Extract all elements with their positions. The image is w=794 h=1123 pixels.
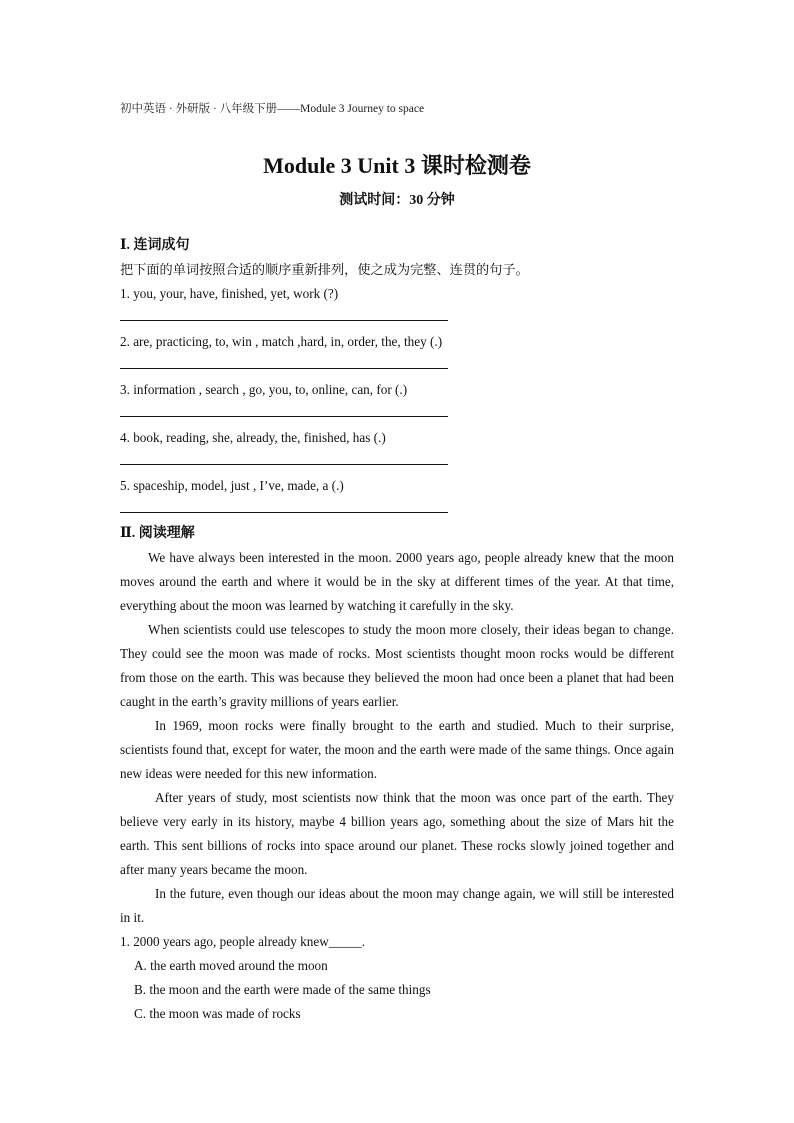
reading-paragraph-3: In 1969, moon rocks were finally brought to the earth and studied. Much to their surprise, scientists found that, except for water, the moon and the earth were made of the same things. Once again new ideas were needed for this new information. [120, 718, 674, 781]
sentence-item-3: 3. information , search , go, you, to, online, can, for (.) [120, 382, 408, 397]
test-time: 测试时间：30 分钟 [339, 193, 455, 208]
section-1-instruction: 把下面的单词按照合适的顺序重新排列，使之成为完整、连贯的句子。 [120, 262, 529, 277]
question-1-stem: 1. 2000 years ago, people already knew_____. [120, 934, 365, 949]
reading-paragraph-2: When scientists could use telescopes to study the moon more closely, their ideas began to change. They could see the moon was made of rocks. Most scientists thought moon rocks would be different from those on the earth. This was because they believed the moon had once been a planet that had been caught in the earth’s gravity millions of years earlier. [120, 622, 674, 709]
worksheet-body [120, 234, 674, 1026]
sentence-item-2: 2. are, practicing, to, win , match ,hard, in, order, the, they (.) [120, 334, 443, 349]
answer-line-1[interactable] [120, 306, 674, 330]
breadcrumb: 初中英语 · 外研版 · 八年级下册——Module 3 Journey to space [120, 103, 425, 115]
sentence-item-4: 4. book, reading, she, already, the, finished, has (.) [120, 430, 386, 445]
sentence-item-1: 1. you, your, have, finished, yet, work (?) [120, 286, 339, 301]
answer-line-5[interactable] [120, 498, 674, 522]
section-1-heading: Ⅰ. 连词成句 [120, 238, 190, 253]
question-1-option-a: A. the earth moved around the moon [134, 958, 328, 973]
reading-paragraph-4: After years of study, most scientists now think that the moon was once part of the earth. They believe very early in its history, maybe 4 billion years ago, something about the size of Mars hit the earth. This sent billions of rocks into space around our planet. These rocks slowly joined together and after many years became the moon. [120, 790, 674, 877]
reading-paragraph-5: In the future, even though our ideas about the moon may change again, we will still be interested in it. [120, 886, 674, 925]
reading-paragraph-1: We have always been interested in the moon. 2000 years ago, people already knew that the moon moves around the earth and where it would be in the sky at different times of the year. At that time, everything about the moon was learned by watching it carefully in the sky. [120, 550, 674, 613]
answer-line-4[interactable] [120, 450, 674, 474]
answer-line-3[interactable] [120, 402, 674, 426]
question-1-option-b: B. the moon and the earth were made of the same things [134, 982, 431, 997]
sentence-item-5: 5. spaceship, model, just , I’ve, made, a (.) [120, 478, 344, 493]
answer-line-2[interactable] [120, 354, 674, 378]
page-title: Module 3 Unit 3 课时检测卷 [263, 153, 531, 178]
question-1-option-c: C. the moon was made of rocks [134, 1006, 301, 1021]
section-2-heading: Ⅱ. 阅读理解 [120, 526, 195, 541]
